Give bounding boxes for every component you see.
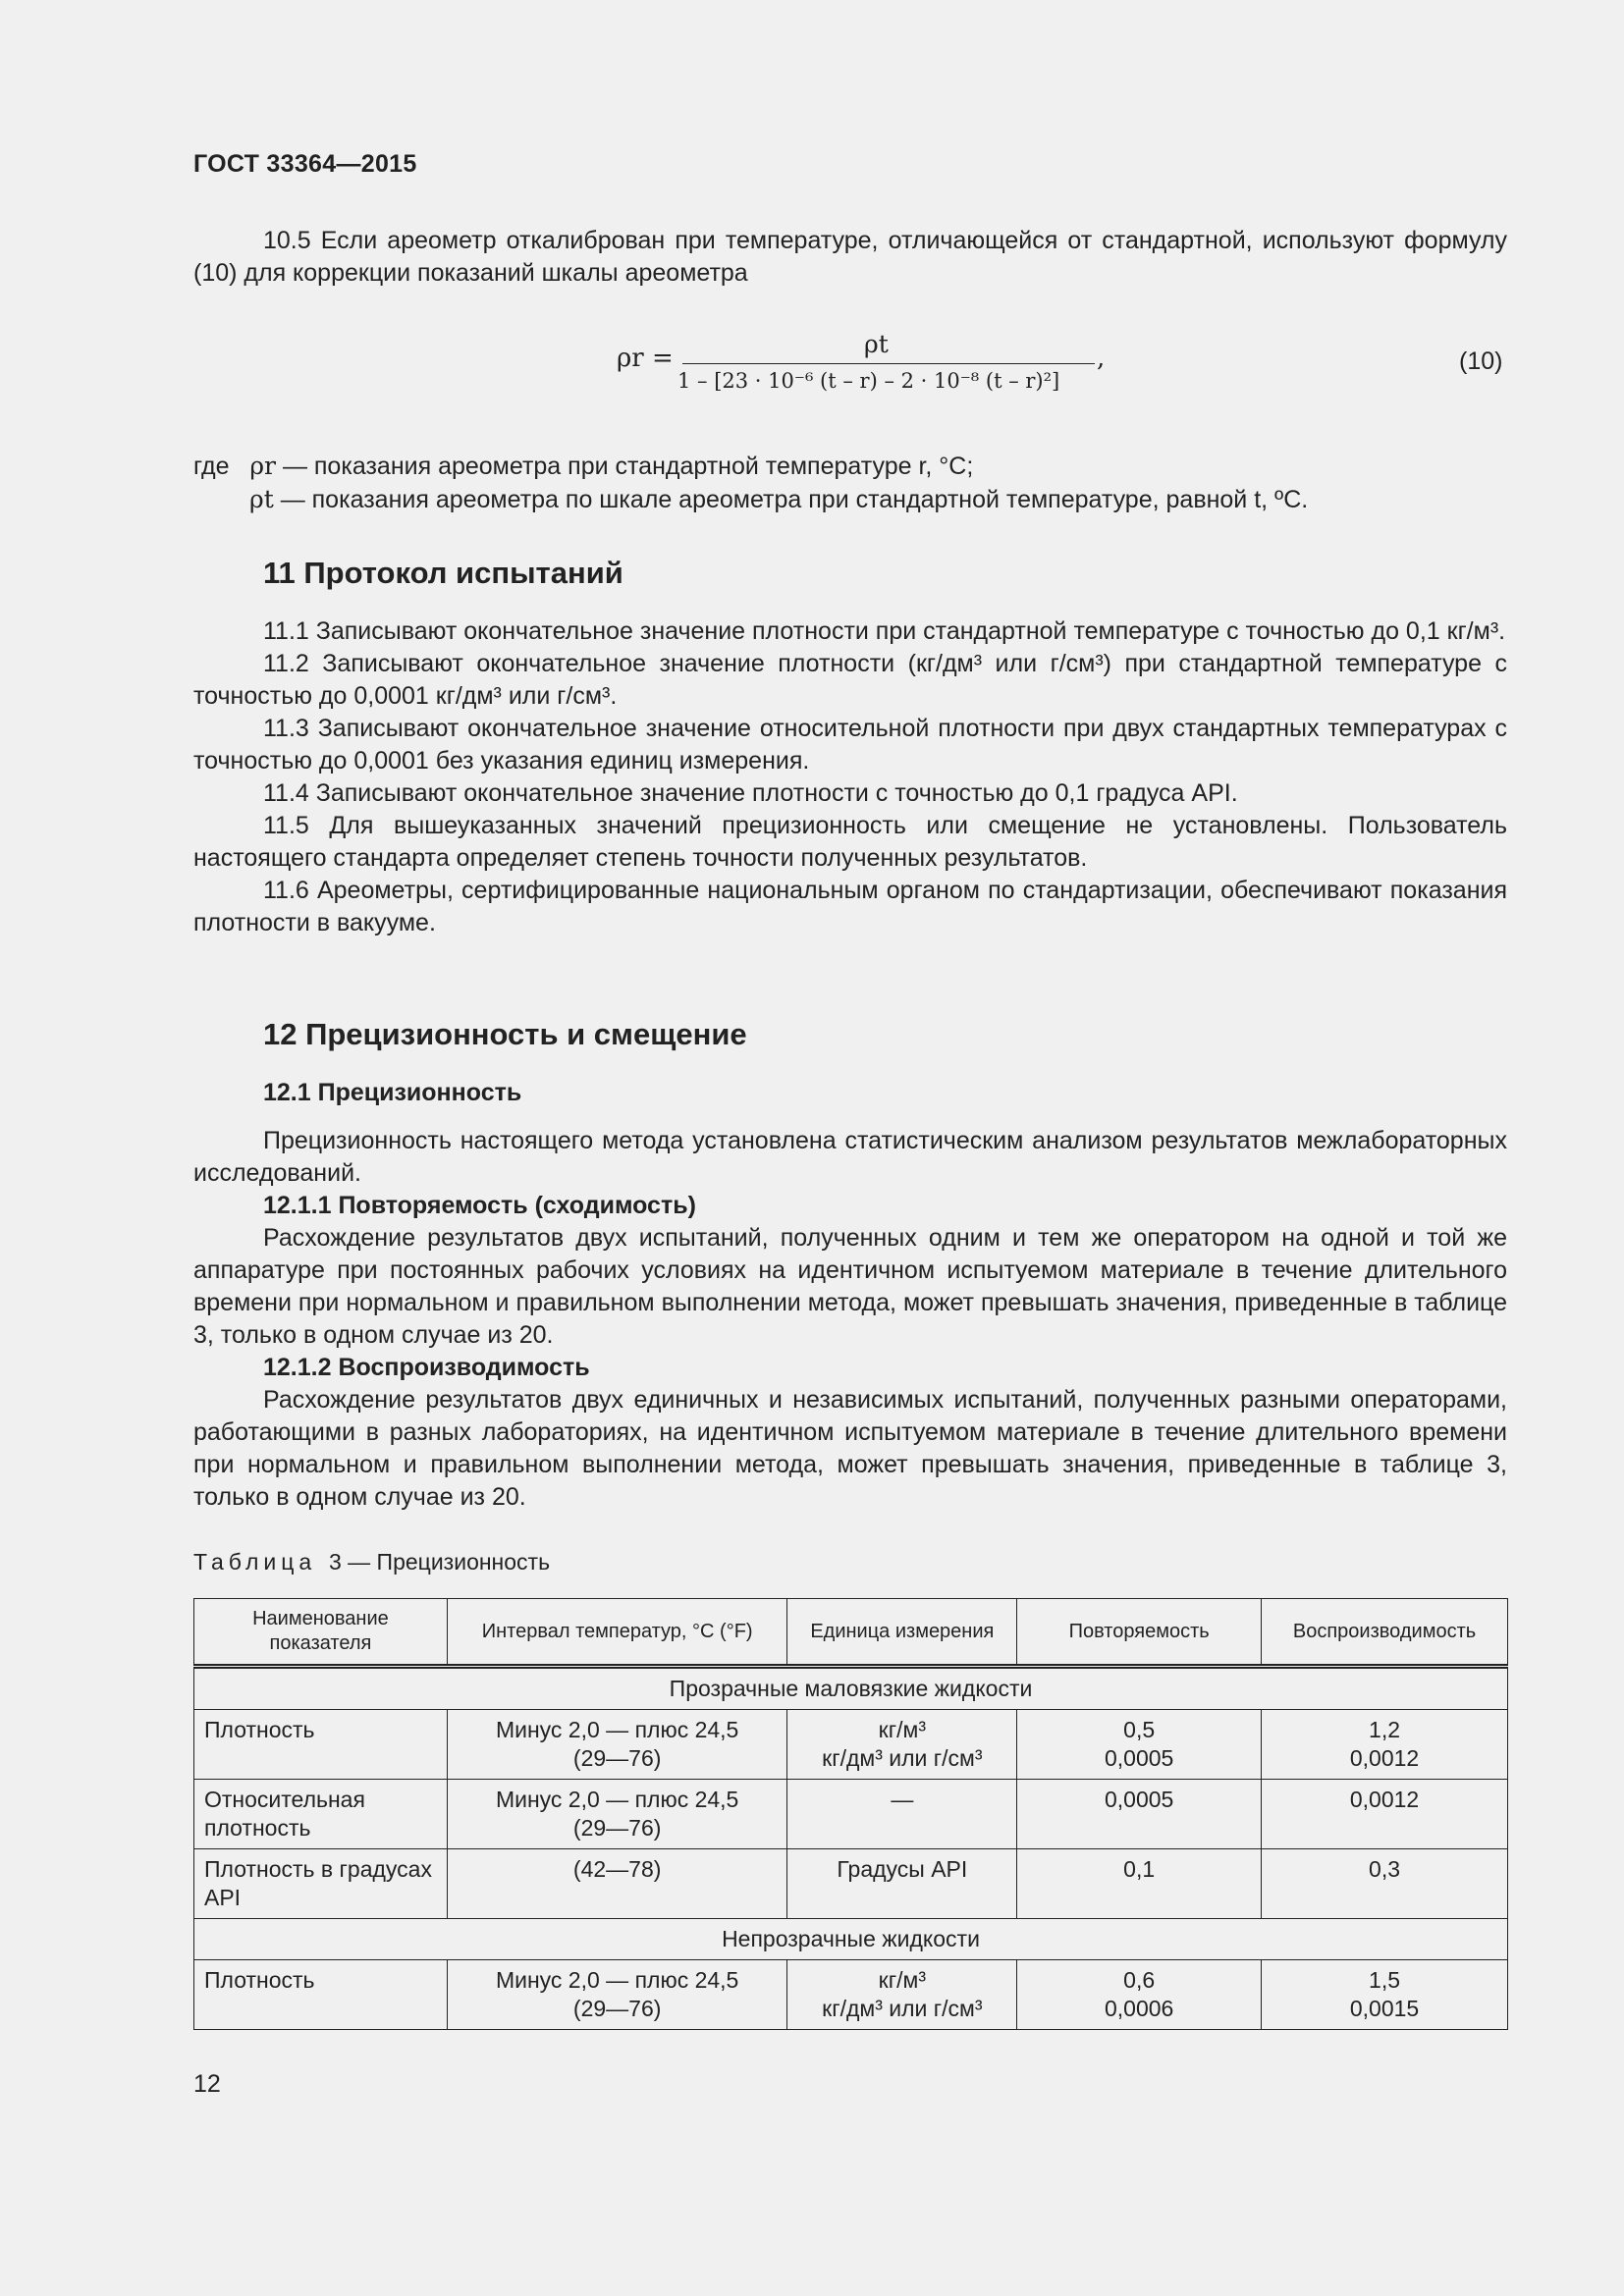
table-row — [194, 1710, 1508, 1780]
where-label: где — [193, 453, 230, 480]
cell-repeatability — [1017, 1960, 1262, 2030]
cell-interval: (42—78) — [447, 1849, 787, 1919]
table-group-row — [194, 1667, 1508, 1710]
repr-line-2: 0,0012 — [1349, 1745, 1420, 1771]
paragraph-10-5: 10.5 Если ареометр откалиброван при температуре, отличающейся от стандартной, используют формулу (10) для коррекции показаний шкалы ареометра — [193, 227, 1507, 287]
interval-f: (29—76) — [572, 1815, 662, 1841]
cell-name: Плотность — [194, 1710, 448, 1780]
where-symbol-2: ρt — [249, 485, 274, 513]
formula-denominator: 1 – [23 · 10⁻⁶ (t – r) – 2 · 10⁻⁸ (t – r)²] — [677, 369, 1060, 393]
table-row — [194, 1960, 1508, 2030]
cell-unit: — — [787, 1780, 1017, 1849]
where-block — [193, 450, 1308, 516]
item-11-2: 11.2 Записывают окончательное значение плотности (кг/дм³ или г/см³) при стандартной температуре с точностью до 0,0001 кг/дм³ или г/см³. — [193, 650, 1507, 710]
table-caption — [193, 1549, 550, 1575]
heading-12-1-1: 12.1.1 Повторяемость (сходимость) — [263, 1192, 696, 1219]
group-transparent: Прозрачные маловязкие жидкости — [194, 1667, 1508, 1710]
interval-c: Минус 2,0 — плюс 24,5 — [495, 1787, 739, 1812]
header-indicator: Наименование показателя — [194, 1599, 448, 1667]
precision-table — [193, 1598, 1508, 2030]
formula-comma: , — [1097, 344, 1106, 373]
where-row-1 — [193, 450, 1308, 483]
cell-repeatability: 0,0005 — [1017, 1780, 1262, 1849]
rep-line-1: 0,5 — [1123, 1717, 1156, 1742]
where-text-1: — показания ареометра при стандартной температуре r, °C; — [282, 453, 974, 480]
formula-lhs: ρr = — [617, 344, 674, 373]
header-unit: Единица измерения — [787, 1599, 1017, 1667]
rep-line-1: 0,6 — [1123, 1967, 1156, 1993]
precision-intro: Прецизионность настоящего метода установлена статистическим анализом результатов межлабораторных исследований. — [193, 1127, 1507, 1187]
repr-line-1: 1,2 — [1369, 1717, 1401, 1742]
fraction-bar — [682, 363, 1095, 364]
cell-reproducibility: 0,0012 — [1262, 1780, 1508, 1849]
cell-reproducibility — [1262, 1960, 1508, 2030]
table-row — [194, 1849, 1508, 1919]
rep-line-2: 0,0005 — [1104, 1745, 1174, 1771]
interval-f: (29—76) — [572, 1996, 662, 2021]
item-11-5: 11.5 Для вышеуказанных значений прецизионность или смещение не установлены. Пользователь настоящего стандарта определяет степень точности полученных результатов. — [193, 812, 1507, 872]
table-row — [194, 1780, 1508, 1849]
page-number: 12 — [193, 2070, 221, 2098]
heading-section-12: 12 Прецизионность и смещение — [263, 1017, 747, 1051]
heading-12-1: 12.1 Прецизионность — [263, 1079, 522, 1106]
cell-unit — [787, 1960, 1017, 2030]
unit-line-1: кг/м³ — [878, 1967, 926, 1993]
interval-c: Минус 2,0 — плюс 24,5 — [495, 1717, 739, 1742]
table-group-row — [194, 1919, 1508, 1960]
cell-interval — [447, 1780, 787, 1849]
cell-reproducibility — [1262, 1710, 1508, 1780]
section-12-body — [193, 1125, 1507, 1514]
section-11-items — [193, 615, 1507, 939]
interval-f: (29—76) — [572, 1745, 662, 1771]
formula-10 — [609, 326, 1106, 414]
unit-line-1: кг/м³ — [878, 1717, 926, 1742]
cell-interval — [447, 1710, 787, 1780]
cell-repeatability — [1017, 1710, 1262, 1780]
unit-line-2: кг/дм³ или г/см³ — [822, 1745, 983, 1771]
header-interval: Интервал температур, °C (°F) — [447, 1599, 787, 1667]
item-11-4: 11.4 Записывают окончательное значение плотности с точностью до 0,1 градуса API. — [263, 779, 1238, 807]
table-header-row — [194, 1599, 1508, 1667]
reproducibility-text: Расхождение результатов двух единичных и независимых испытаний, полученных разными операторами, работающими в разных лабораториях, на идентичном испытуемом материале в течение длительного времени при нормальном и правильном выполнении метода, может превышать значения, приведенные в таблице 3, только в одном случае из 20. — [193, 1386, 1507, 1511]
rep-line-2: 0,0006 — [1104, 1996, 1174, 2021]
cell-interval — [447, 1960, 787, 2030]
item-11-1: 11.1 Записывают окончательное значение плотности при стандартной температуре с точностью до 0,1 кг/м³. — [263, 617, 1506, 645]
cell-repeatability: 0,1 — [1017, 1849, 1262, 1919]
item-11-6: 11.6 Ареометры, сертифицированные национальным органом по стандартизации, обеспечивают показания плотности в вакууме. — [193, 877, 1507, 936]
item-11-3: 11.3 Записывают окончательное значение относительной плотности при двух стандартных температурах с точностью до 0,0001 без указания единиц измерения. — [193, 715, 1507, 774]
standard-code: ГОСТ 33364—2015 — [193, 150, 417, 178]
cell-unit — [787, 1710, 1017, 1780]
header-reproducibility: Воспроизводимость — [1262, 1599, 1508, 1667]
cell-unit: Градусы API — [787, 1849, 1017, 1919]
cell-name: Плотность в градусах API — [194, 1849, 448, 1919]
where-symbol-1: ρr — [249, 452, 276, 480]
where-row-2 — [193, 483, 1308, 516]
cell-reproducibility: 0,3 — [1262, 1849, 1508, 1919]
header-repeatability: Повторяемость — [1017, 1599, 1262, 1667]
group-opaque: Непрозрачные жидкости — [194, 1919, 1508, 1960]
interval-c: Минус 2,0 — плюс 24,5 — [495, 1967, 739, 1993]
table-caption-prefix: Таблица — [193, 1549, 317, 1575]
repr-line-1: 1,5 — [1369, 1967, 1401, 1993]
repr-line-2: 0,0015 — [1349, 1996, 1420, 2021]
unit-line-2: кг/дм³ или г/см³ — [822, 1996, 983, 2021]
heading-section-11: 11 Протокол испытаний — [263, 556, 623, 590]
repeatability-text: Расхождение результатов двух испытаний, полученных одним и тем же оператором на одной и той же аппаратуре при постоянных рабочих условиях на идентичном испытуемом материале в течение длительного времени при нормальном и правильном выполнении метода, может превышать значения, приведенные в таблице 3, только в одном случае из 20. — [193, 1224, 1507, 1349]
formula-number: (10) — [1459, 347, 1503, 375]
cell-name: Плотность — [194, 1960, 448, 2030]
heading-12-1-2: 12.1.2 Воспроизводимость — [263, 1354, 590, 1381]
cell-name: Относительная плотность — [194, 1780, 448, 1849]
table-caption-title: 3 — Прецизионность — [328, 1549, 551, 1575]
where-text-2: — показания ареометра по шкале ареометра при стандартной температуре, равной t, ºC. — [280, 486, 1309, 513]
formula-numerator: ρt — [864, 330, 889, 358]
